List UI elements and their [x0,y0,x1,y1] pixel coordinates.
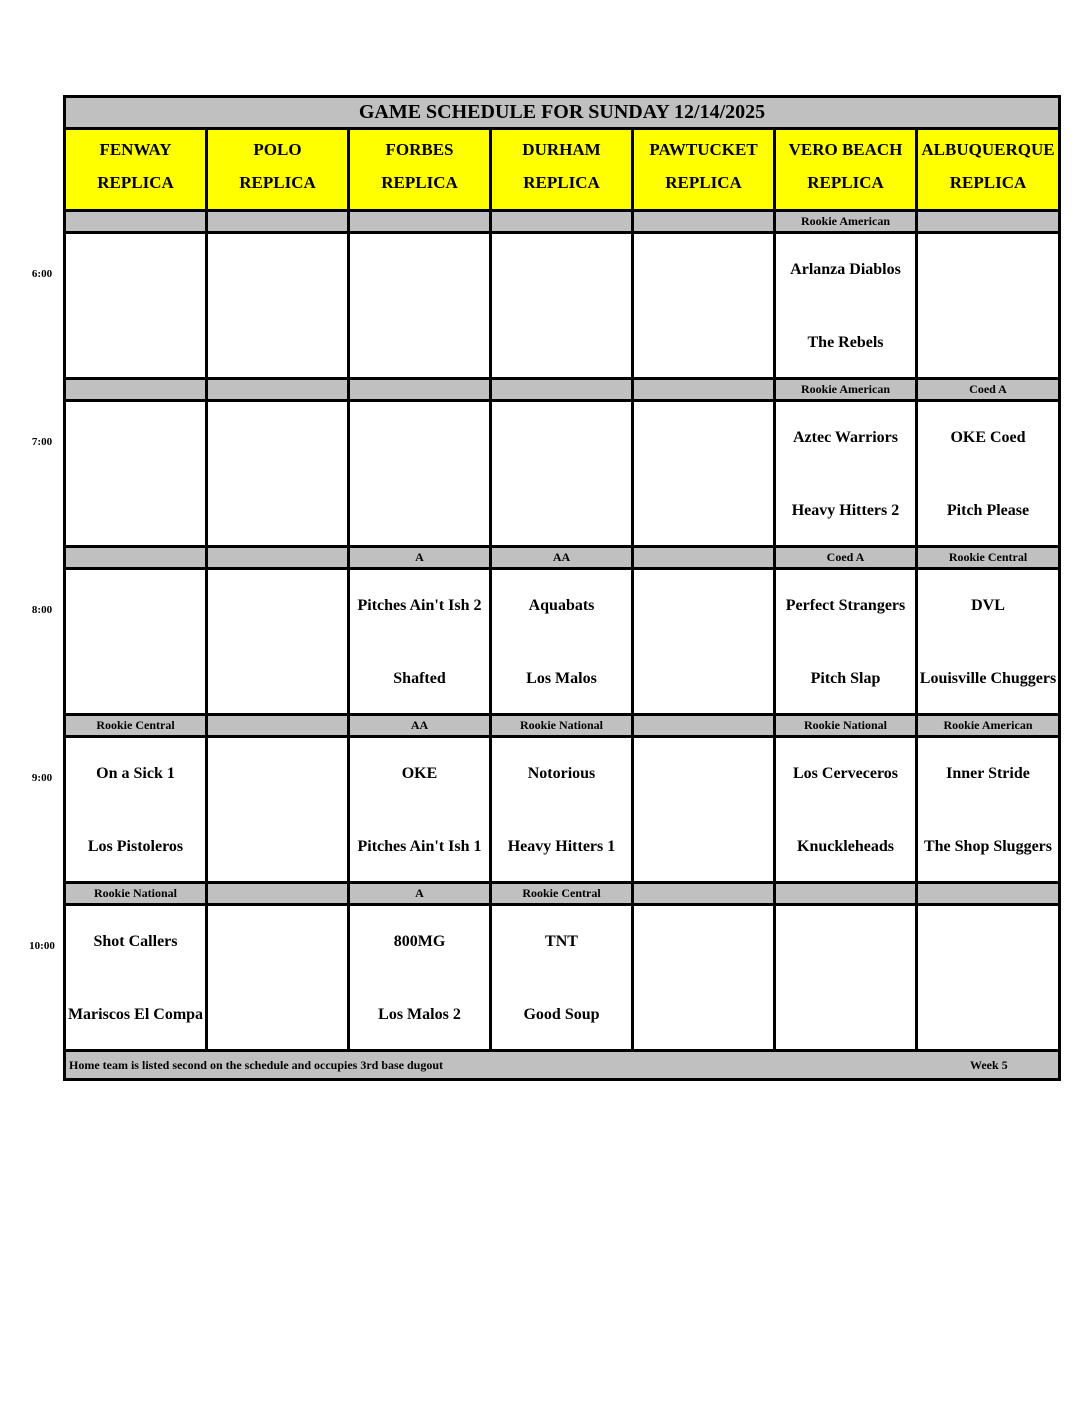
game-cell [634,402,776,548]
away-team: Inner Stride [946,765,1030,782]
home-team: Shafted [393,670,446,687]
field-header [918,130,1058,212]
game-cell [918,234,1058,380]
time-label: 8:00 [31,604,53,616]
away-team [208,248,347,292]
away-team: Los Cerveceros [793,765,898,782]
division-label: Rookie Central [492,884,634,906]
game-cell [634,570,776,716]
away-team [66,248,205,292]
time-label: 10:00 [29,940,55,952]
game-cell [350,738,492,884]
division-label [208,716,350,738]
game-cell [776,402,918,548]
division-label [208,884,350,906]
home-team: Los Malos [526,670,597,687]
home-team: Mariscos El Compa [67,1006,204,1023]
field-name: POLO [253,140,302,159]
away-team: OKE [401,765,438,782]
away-team [208,584,347,628]
game-cell [66,402,208,548]
away-team: OKE Coed [950,429,1026,446]
game-cell [776,906,918,1052]
away-team: DVL [971,597,1005,614]
game-cell [350,906,492,1052]
away-team: Aztec Warriors [793,429,898,446]
division-label: AA [492,548,634,570]
away-team [208,416,347,460]
away-team [634,584,773,628]
division-label [918,212,1058,234]
game-cell [776,570,918,716]
away-team [634,752,773,796]
home-team [634,993,773,1037]
division-label [634,380,776,402]
away-team: TNT [545,933,578,950]
away-team [918,920,1058,964]
away-team [918,248,1058,292]
division-label: A [350,548,492,570]
away-team [66,584,205,628]
field-replica-label: REPLICA [381,173,458,192]
away-team: Shot Callers [93,933,178,950]
field-header [634,130,776,212]
away-team: Arlanza Diablos [790,261,901,278]
division-label: Rookie American [776,212,918,234]
home-team: The Shop Sluggers [923,838,1053,855]
game-cell [350,570,492,716]
division-label [492,212,634,234]
division-label [492,380,634,402]
game-cell [492,234,634,380]
field-name: DURHAM [522,140,601,159]
division-label: Rookie National [492,716,634,738]
home-team [350,321,489,365]
away-team: 800MG [393,933,446,950]
division-label [634,884,776,906]
game-cell [492,738,634,884]
field-header [776,130,918,212]
home-team [492,489,631,533]
division-label [634,548,776,570]
game-cell [918,738,1058,884]
division-label [208,548,350,570]
week-label: Week 5 [970,1058,1008,1072]
away-team [208,920,347,964]
division-label: Coed A [918,380,1058,402]
home-team [66,489,205,533]
game-cell [492,570,634,716]
home-team [776,993,915,1037]
field-header [66,130,208,212]
field-name: ALBUQUERQUE [921,140,1055,159]
home-team [918,993,1058,1037]
home-team: Louisville Chuggers [919,670,1057,687]
away-team [634,248,773,292]
away-team: Aquabats [528,597,595,614]
home-team [208,321,347,365]
game-cell [776,234,918,380]
schedule-title: GAME SCHEDULE FOR SUNDAY 12/14/2025 [66,98,1058,130]
game-cell [208,570,350,716]
away-team: Pitches Ain't Ish 2 [357,597,482,614]
away-team: Notorious [527,765,596,782]
home-team [634,489,773,533]
away-team [492,248,631,292]
home-team [634,825,773,869]
home-team: Pitch Please [946,502,1030,519]
game-cell [208,234,350,380]
division-label [350,380,492,402]
game-cell [634,234,776,380]
home-team [208,993,347,1037]
division-label [634,716,776,738]
away-team [350,416,489,460]
game-cell [918,570,1058,716]
game-cell [66,234,208,380]
division-label: Rookie Central [918,548,1058,570]
home-team [208,489,347,533]
field-replica-label: REPLICA [523,173,600,192]
home-team: Good Soup [523,1006,600,1023]
home-team: Knuckleheads [797,838,894,855]
footer-note: Home team is listed second on the schedule and occupies 3rd base dugout [69,1058,444,1072]
game-cell [634,906,776,1052]
division-label: Coed A [776,548,918,570]
home-team: Heavy Hitters 1 [507,838,616,855]
home-team [350,489,489,533]
field-replica-label: REPLICA [239,173,316,192]
division-label: Rookie National [66,884,208,906]
field-replica-label: REPLICA [665,173,742,192]
field-header [492,130,634,212]
division-label [918,884,1058,906]
game-cell [634,738,776,884]
field-replica-label: REPLICA [807,173,884,192]
home-team: Heavy Hitters 2 [791,502,900,519]
division-label: Rookie American [918,716,1058,738]
game-cell [492,906,634,1052]
home-team [634,321,773,365]
game-cell [918,402,1058,548]
game-cell [492,402,634,548]
home-team: Pitches Ain't Ish 1 [357,838,482,855]
time-label: 7:00 [31,436,53,448]
division-label [208,212,350,234]
away-team: Perfect Strangers [785,597,906,614]
away-team [634,920,773,964]
game-cell [66,906,208,1052]
time-label: 9:00 [31,772,53,784]
schedule-footer [66,1052,1058,1078]
away-team [208,752,347,796]
field-name: FENWAY [99,140,172,159]
home-team: Pitch Slap [810,670,881,687]
game-cell [918,906,1058,1052]
division-label: Rookie National [776,716,918,738]
field-header [350,130,492,212]
game-cell [208,402,350,548]
home-team: Los Malos 2 [378,1006,461,1023]
home-team [66,321,205,365]
away-team [634,416,773,460]
game-cell [66,570,208,716]
home-team [66,657,205,701]
game-cell [66,738,208,884]
field-name: FORBES [385,140,454,159]
division-label [66,548,208,570]
field-replica-label: REPLICA [97,173,174,192]
time-label: 6:00 [31,268,53,280]
schedule-table [63,95,1061,1081]
home-team [208,657,347,701]
game-cell [776,738,918,884]
home-team: The Rebels [807,334,884,351]
division-label [350,212,492,234]
division-label: Rookie Central [66,716,208,738]
home-team [918,321,1058,365]
away-team: On a Sick 1 [96,765,175,782]
game-cell [208,738,350,884]
field-replica-label: REPLICA [949,173,1027,192]
home-team [492,321,631,365]
home-team [634,657,773,701]
division-label [66,212,208,234]
game-cell [208,906,350,1052]
field-name: VERO BEACH [788,140,903,159]
division-label [208,380,350,402]
away-team [776,920,915,964]
division-label [66,380,208,402]
game-cell [350,234,492,380]
field-name: PAWTUCKET [649,140,758,159]
field-header [208,130,350,212]
division-label [634,212,776,234]
away-team [492,416,631,460]
division-label [776,884,918,906]
home-team: Los Pistoleros [87,838,184,855]
home-team [208,825,347,869]
away-team [66,416,205,460]
game-cell [350,402,492,548]
division-label: A [350,884,492,906]
away-team [350,248,489,292]
division-label: AA [350,716,492,738]
division-label: Rookie American [776,380,918,402]
